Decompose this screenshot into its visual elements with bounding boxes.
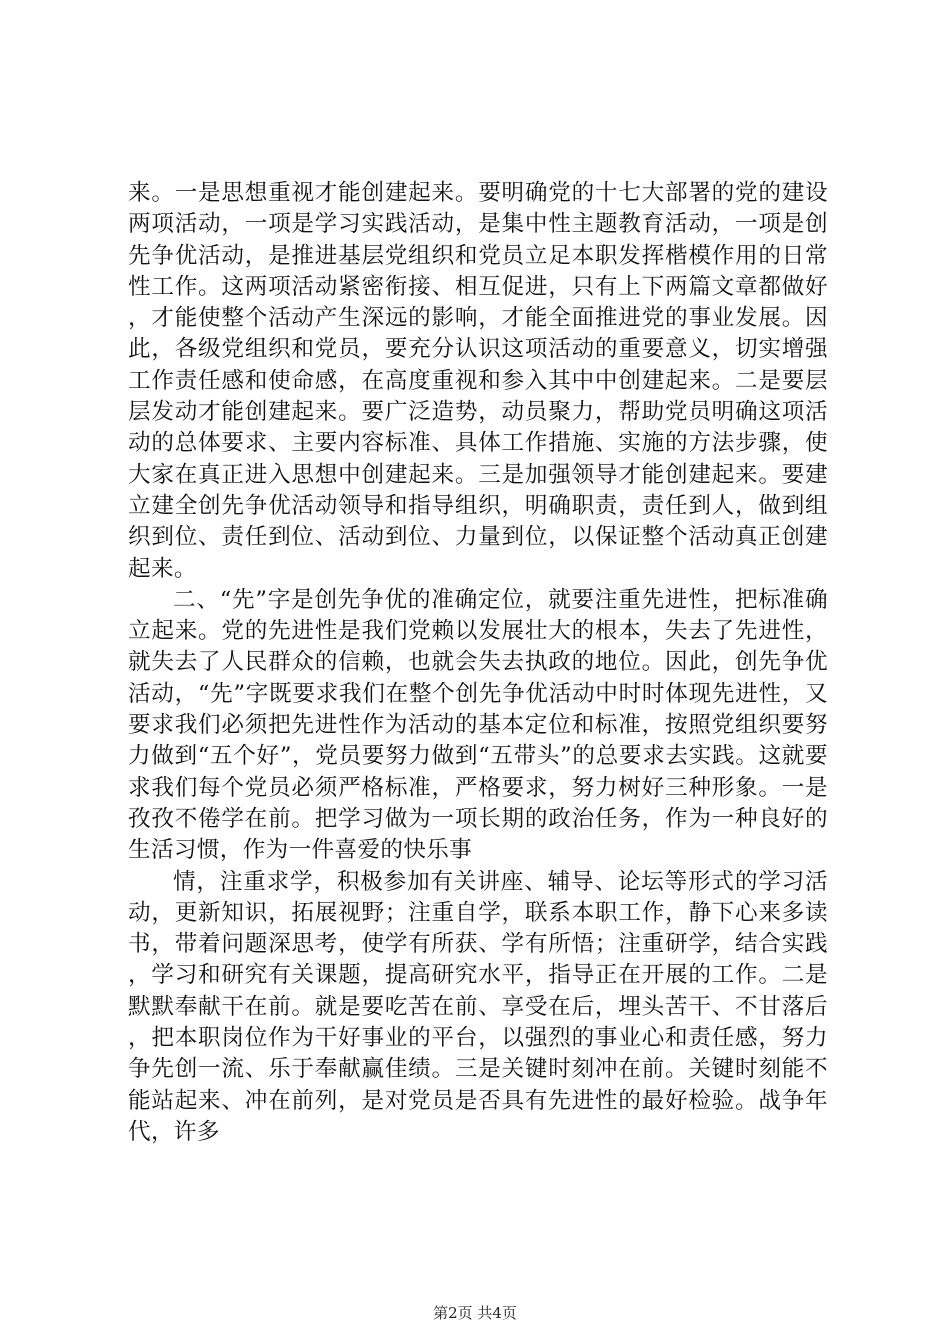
paragraph-2: 二、“先”字是创先争优的准确定位，就要注重先进性，把标准确立起来。党的先进性是我们党赖以发展壮大的根本，失去了先进性，就失去了人民群众的信赖，也就会失去执政的地位。因此，创先争优活动，“先”字既要求我们在整个创先争优活动中时时体现先进性，又要求我们必须把先进性作为活动的基本定位和标准，按照党组织要努力做到“五个好”，党员要努力做到“五带头”的总要求去实践。这就要求我们每个党员必须严格标准，严格要求，努力树好三种形象。一是孜孜不倦学在前。把学习做为一项长期的政治任务，作为一种良好的生活习惯，作为一件喜爱的快乐事 [128,586,828,864]
paragraph-1: 来。一是思想重视才能创建起来。要明确党的十七大部署的党的建设两项活动，一项是学习实践活动，是集中性主题教育活动，一项是创先争优活动，是推进基层党组织和党员立足本职发挥楷模作用的日常性工作。这两项活动紧密衔接、相互促进，只有上下两篇文章都做好，才能使整个活动产生深远的影响，才能全面推进党的事业发展。因此，各级党组织和党员，要充分认识这项活动的重要意义，切实增强工作责任感和使命感，在高度重视和参入其中中创建起来。二是要层层发动才能创建起来。要广泛造势，动员聚力，帮助党员明确这项活动的总体要求、主要内容标准、具体工作措施、实施的方法步骤，使大家在真正进入思想中创建起来。三是加强领导才能创建起来。要建立建全创先争优活动领导和指导组织，明确职责，责任到人，做到组织到位、责任到位、活动到位、力量到位，以保证整个活动真正创建起来。 [128,180,828,582]
paragraph-3: 情，注重求学，积极参加有关讲座、辅导、论坛等形式的学习活动，更新知识，拓展视野；注重自学，联系本职工作，静下心来多读书，带着问题深思考，使学有所获、学有所悟；注重研学，结合实践，学习和研究有关课题，提高研究水平，指导正在开展的工作。二是默默奉献干在前。就是要吃苦在前、享受在后，埋头苦干、不甘落后，把本职岗位作为干好事业的平台，以强烈的事业心和责任感，努力争先创一流、乐于奉献赢佳绩。三是关键时刻冲在前。关键时刻能不能站起来、冲在前列，是对党员是否具有先进性的最好检验。战争年代，许多 [128,868,828,1145]
page-footer: 第2页 共4页 [433,1304,517,1322]
body-text [128,178,828,1148]
